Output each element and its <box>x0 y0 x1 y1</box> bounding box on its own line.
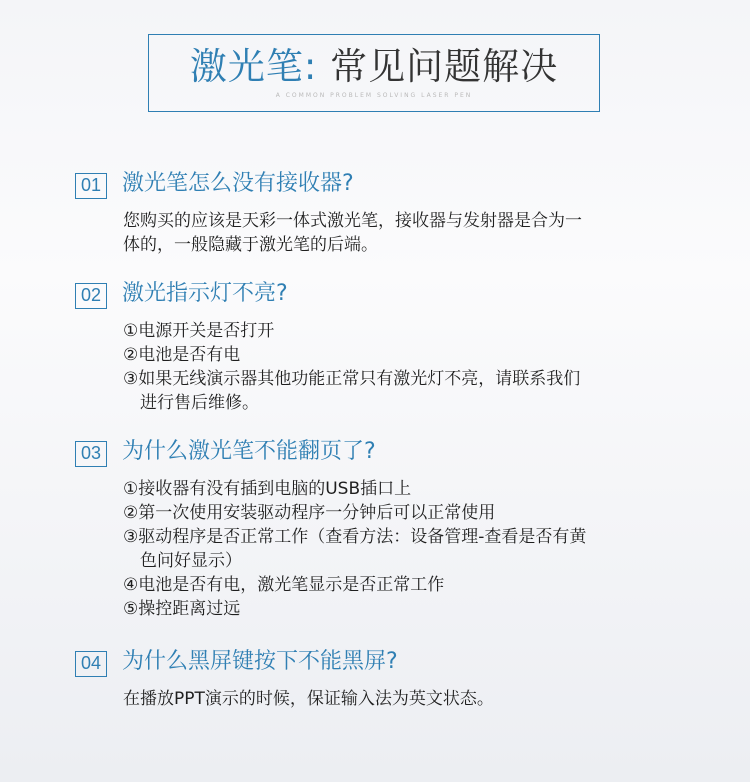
answer-line: ③如果无线演示器其他功能正常只有激光灯不亮，请联系我们 <box>123 369 581 389</box>
section-question: 为什么黑屏键按下不能黑屏? <box>122 649 398 674</box>
answer-line: 进行售后维修。 <box>140 393 259 413</box>
section-number: 01 <box>75 173 107 199</box>
section-answer <box>123 319 703 415</box>
title-brand: 激光笔: <box>189 45 318 88</box>
answer-line: ①接收器有没有插到电脑的USB插口上 <box>123 479 412 499</box>
section-answer <box>123 687 703 711</box>
section-question: 为什么激光笔不能翻页了? <box>122 439 376 464</box>
answer-line: ②电池是否有电 <box>123 345 241 365</box>
answer-line: ③驱动程序是否正常工作（查看方法：设备管理-查看是否有黄 <box>123 527 587 547</box>
section-number: 03 <box>75 441 107 467</box>
answer-line: 在播放PPT演示的时候，保证输入法为英文状态。 <box>123 689 494 709</box>
answer-line: 您购买的应该是天彩一体式激光笔，接收器与发射器是合为一 <box>123 211 582 231</box>
answer-line: ④电池是否有电，激光笔显示是否正常工作 <box>123 575 445 595</box>
title-box <box>148 34 600 112</box>
answer-line: 色问好显示） <box>140 551 242 571</box>
answer-line: ⑤操控距离过远 <box>123 599 241 619</box>
section-answer <box>123 477 703 621</box>
answer-line: ①电源开关是否打开 <box>123 321 275 341</box>
page-title <box>149 44 599 90</box>
section-number: 02 <box>75 283 107 309</box>
page-subtitle: A COMMON PROBLEM SOLVING LASER PEN <box>275 92 473 99</box>
section-answer <box>123 209 703 257</box>
answer-line: 体的，一般隐藏于激光笔的后端。 <box>123 235 378 255</box>
section-question: 激光笔怎么没有接收器? <box>122 171 354 196</box>
section-number: 04 <box>75 651 107 677</box>
answer-line: ②第一次使用安装驱动程序一分钟后可以正常使用 <box>123 503 496 523</box>
section-question: 激光指示灯不亮? <box>122 281 288 306</box>
title-text: 常见问题解决 <box>317 45 559 88</box>
